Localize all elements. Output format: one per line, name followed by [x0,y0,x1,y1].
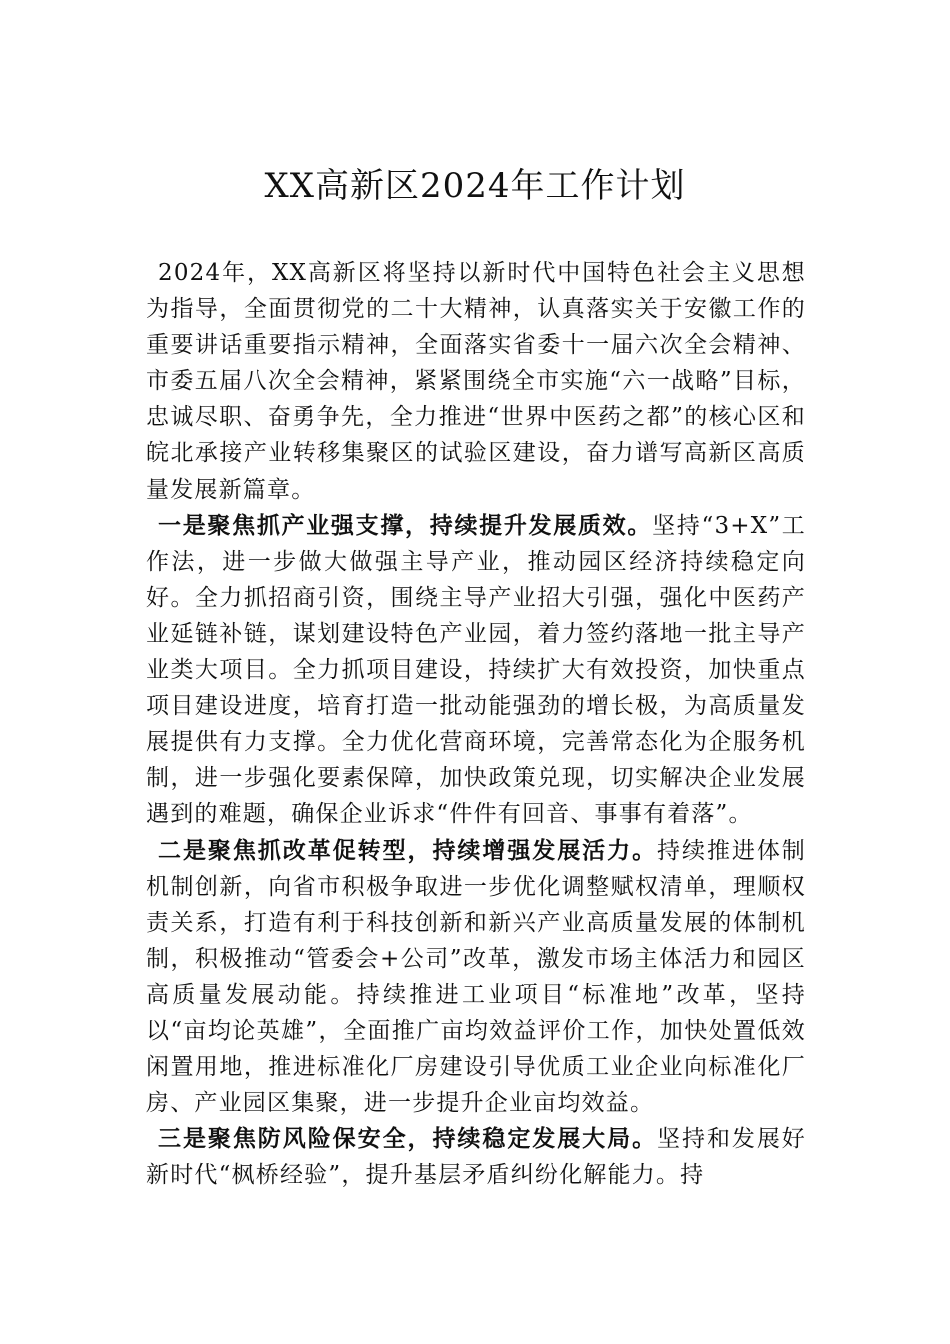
document-body [146,255,806,1193]
section-heading-2: 二是聚焦抓改革促转型，持续增强发展活力。 [158,836,658,864]
section-heading-1: 一是聚焦抓产业强支撑，持续提升发展质效。 [158,511,653,539]
section-heading-3: 三是聚焦防风险保安全，持续稳定发展大局。 [158,1125,658,1153]
section-text-2: 持续推进体制机制创新，向省市积极争取进一步优化调整赋权清单，理顺权责关系，打造有利于科技创新和新兴产业高质量发展的体制机制，积极推动“管委会+公司”改革，激发市场主体活力和园区高质量发展动能。持续推进工业项目“标准地”改革，坚持以“亩均论英雄”，全面推广亩均效益评价工作，加快处置低效闲置用地，推进标准化厂房建设引导优质工业企业向标准化厂房、产业园区集聚，进一步提升企业亩均效益。 [146,837,807,1117]
section-text-1: 坚持“3+X”工作法，进一步做大做强主导产业，推动园区经济持续稳定向好。全力抓招商引资，围绕主导产业招大引强，强化中医药产业延链补链，谋划建设特色产业园，着力签约落地一批主导产业类大项目。全力抓项目建设，持续扩大有效投资，加快重点项目建设进度，培育打造一批动能强劲的增长极，为高质量发展提供有力支撑。全力优化营商环境，完善常态化为企服务机制，进一步强化要素保障，加快政策兑现，切实解决企业发展遇到的难题，确保企业诉求“件件有回音、事事有着落”。 [146,512,807,828]
section-paragraph-2 [146,833,806,1122]
intro-paragraph: 2024年，XX高新区将坚持以新时代中国特色社会主义思想为指导，全面贯彻党的二十大精神，认真落实关于安徽工作的重要讲话重要指示精神，全面落实省委十一届六次全会精神、市委五届八次全会精神，紧紧围绕全市实施“六一战略”目标，忠诚尽职、奋勇争先，全力推进“世界中医药之都”的核心区和皖北承接产业转移集聚区的试验区建设，奋力谱写高新区高质量发展新篇章。 [146,260,806,503]
section-paragraph-1 [146,508,806,833]
section-text-3: 坚持和发展好新时代“枫桥经验”，提升基层矛盾纠纷化解能力。持 [146,1126,807,1189]
section-paragraph-3 [146,1121,806,1193]
document-title: XX高新区2024年工作计划 [264,166,686,206]
